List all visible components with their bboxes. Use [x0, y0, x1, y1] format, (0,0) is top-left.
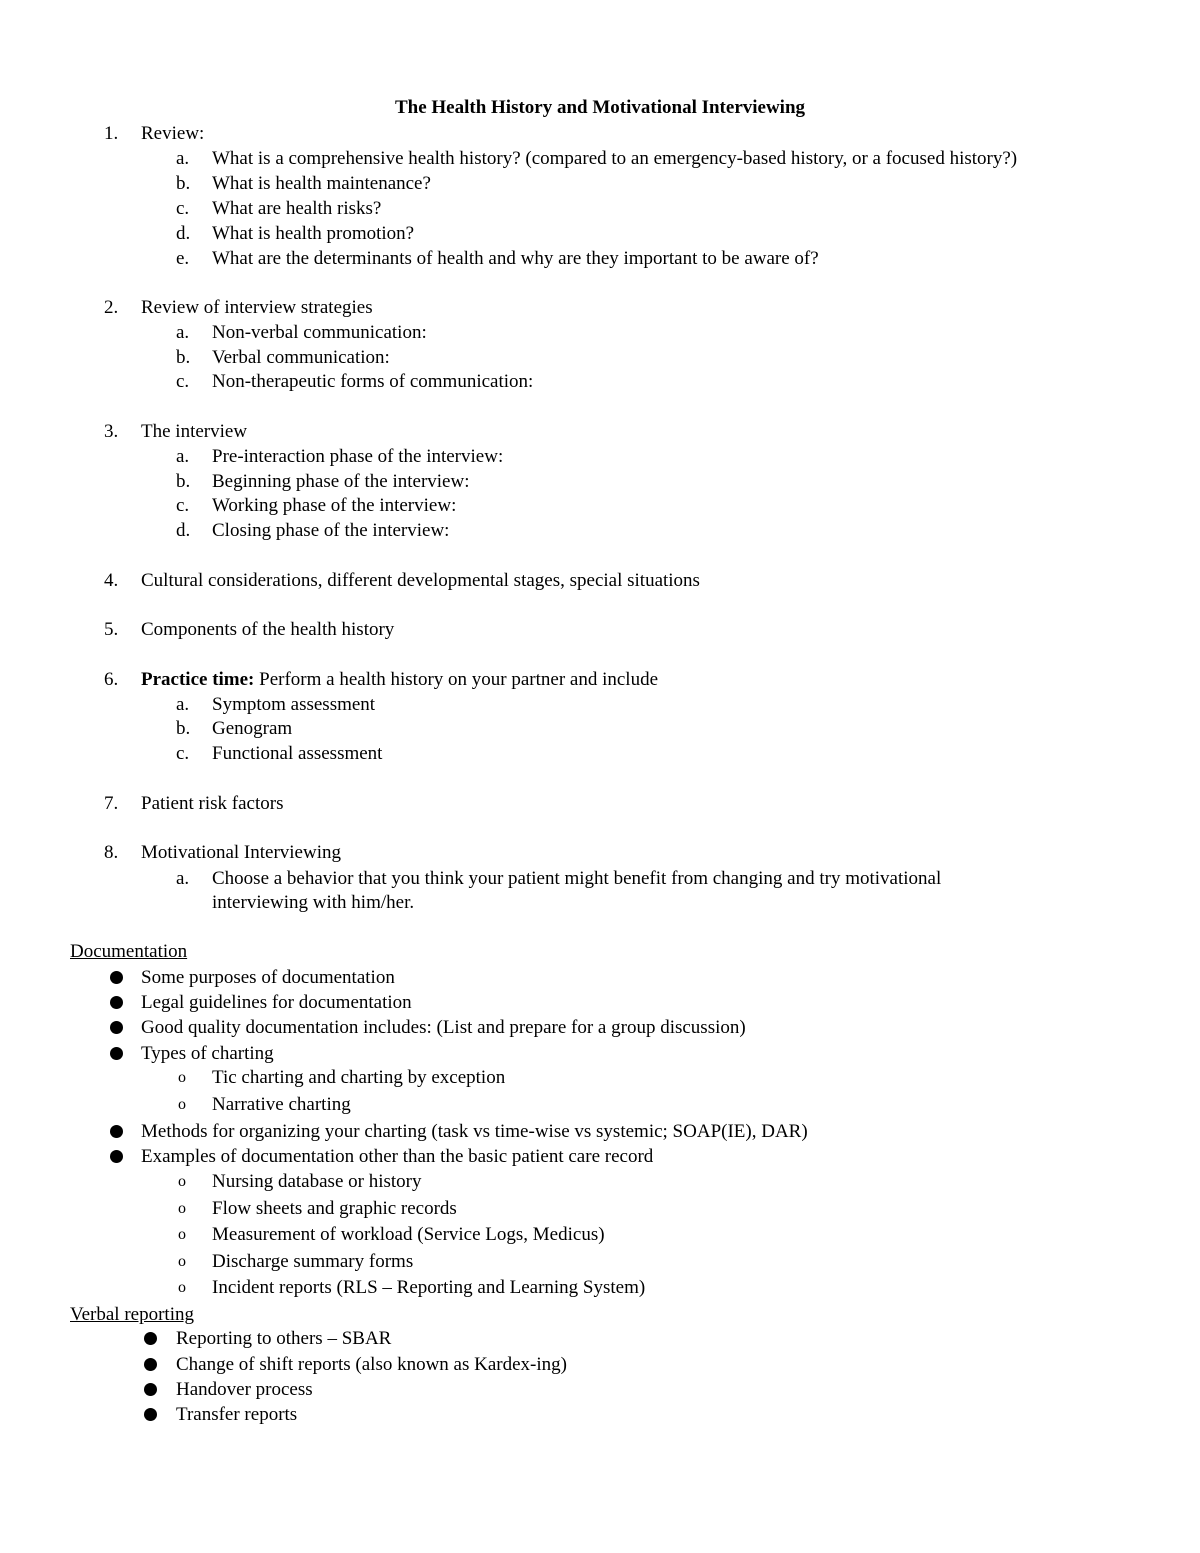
bullet-icon [110, 1047, 123, 1060]
circle-bullet-icon: o [178, 1279, 186, 1296]
circle-bullet-icon: o [178, 1226, 186, 1243]
item-text: Symptom assessment [212, 694, 376, 715]
item-text: What is health promotion? [212, 223, 415, 244]
item-letter: a. [176, 868, 190, 889]
item-letter: a. [176, 694, 190, 715]
section-heading: Motivational Interviewing [141, 842, 341, 863]
item-letter: c. [176, 495, 190, 516]
item-text: What are the determinants of health and why are they important to be aware of? [212, 248, 819, 269]
circle-bullet-icon: o [178, 1173, 186, 1190]
item-letter: d. [176, 520, 191, 541]
circle-bullet-icon: o [178, 1253, 186, 1270]
bullet-icon [144, 1358, 157, 1371]
bullet-text: Examples of documentation other than the basic patient care record [141, 1146, 654, 1167]
bullet-text: Reporting to others – SBAR [176, 1328, 392, 1349]
item-letter: b. [176, 718, 191, 739]
bullet-text: Change of shift reports (also known as Kardex-ing) [176, 1354, 567, 1375]
item-text: Closing phase of the interview: [212, 520, 450, 541]
bullet-text: Some purposes of documentation [141, 967, 395, 988]
item-text: Genogram [212, 718, 293, 739]
section-number: 2. [104, 297, 119, 318]
item-letter: b. [176, 471, 191, 492]
sub-bullet-text: Discharge summary forms [212, 1251, 414, 1272]
section-heading: Components of the health history [141, 619, 395, 640]
section-heading: Cultural considerations, different developmental stages, special situations [141, 570, 700, 591]
section-number: 1. [104, 123, 119, 144]
item-text: interviewing with him/her. [212, 892, 415, 913]
bullet-icon [110, 1150, 123, 1163]
item-letter: b. [176, 173, 191, 194]
sub-bullet-text: Tic charting and charting by exception [212, 1067, 506, 1088]
section-number: 4. [104, 570, 119, 591]
item-text: Working phase of the interview: [212, 495, 457, 516]
sub-bullet-text: Flow sheets and graphic records [212, 1198, 457, 1219]
document-title: The Health History and Motivational Interviewing [394, 97, 806, 118]
sub-bullet-text: Measurement of workload (Service Logs, Medicus) [212, 1224, 605, 1245]
sub-bullet-text: Narrative charting [212, 1094, 351, 1115]
section-heading: Review: [141, 123, 205, 144]
item-letter: b. [176, 347, 191, 368]
sub-bullet-text: Nursing database or history [212, 1171, 422, 1192]
section-number: 3. [104, 421, 119, 442]
item-letter: c. [176, 198, 190, 219]
circle-bullet-icon: o [178, 1096, 186, 1113]
section-heading [141, 667, 658, 692]
bullet-icon [144, 1332, 157, 1345]
circle-bullet-icon: o [178, 1069, 186, 1086]
practice-time-label: Practice time: [141, 669, 255, 690]
item-text: What is a comprehensive health history? (compared to an emergency-based history, or a focused history?) [212, 148, 1018, 169]
item-text: What are health risks? [212, 198, 382, 219]
bullet-icon [110, 971, 123, 984]
documentation-heading: Documentation [70, 941, 188, 962]
bullet-text: Transfer reports [176, 1404, 298, 1425]
item-letter: c. [176, 743, 190, 764]
bullet-icon [110, 996, 123, 1009]
section-heading: The interview [141, 421, 248, 442]
item-letter: a. [176, 148, 190, 169]
item-letter: a. [176, 446, 190, 467]
item-letter: d. [176, 223, 191, 244]
section-number: 6. [104, 669, 119, 690]
item-letter: e. [176, 248, 190, 269]
bullet-icon [144, 1408, 157, 1421]
item-text: Beginning phase of the interview: [212, 471, 470, 492]
item-text: What is health maintenance? [212, 173, 431, 194]
section-heading: Review of interview strategies [141, 297, 373, 318]
section-number: 8. [104, 842, 119, 863]
bullet-text: Types of charting [141, 1043, 274, 1064]
bullet-text: Handover process [176, 1379, 313, 1400]
bullet-icon [144, 1383, 157, 1396]
item-text: Non-therapeutic forms of communication: [212, 371, 534, 392]
bullet-text: Good quality documentation includes: (List and prepare for a group discussion) [141, 1017, 746, 1038]
item-text: Functional assessment [212, 743, 383, 764]
section-number: 5. [104, 619, 119, 640]
section-number: 7. [104, 793, 119, 814]
bullet-text: Legal guidelines for documentation [141, 992, 412, 1013]
circle-bullet-icon: o [178, 1200, 186, 1217]
item-letter: c. [176, 371, 190, 392]
bullet-icon [110, 1125, 123, 1138]
bullet-icon [110, 1021, 123, 1034]
item-text: Non-verbal communication: [212, 322, 427, 343]
item-text: Pre-interaction phase of the interview: [212, 446, 504, 467]
bullet-text: Methods for organizing your charting (task vs time-wise vs systemic; SOAP(IE), DAR) [141, 1121, 808, 1142]
sub-bullet-text: Incident reports (RLS – Reporting and Learning System) [212, 1277, 646, 1298]
item-text: Choose a behavior that you think your patient might benefit from changing and try motivational [212, 868, 942, 889]
practice-time-text: Perform a health history on your partner and include [254, 669, 659, 690]
item-letter: a. [176, 322, 190, 343]
section-heading: Patient risk factors [141, 793, 284, 814]
verbal-reporting-heading: Verbal reporting [70, 1304, 194, 1325]
item-text: Verbal communication: [212, 347, 390, 368]
